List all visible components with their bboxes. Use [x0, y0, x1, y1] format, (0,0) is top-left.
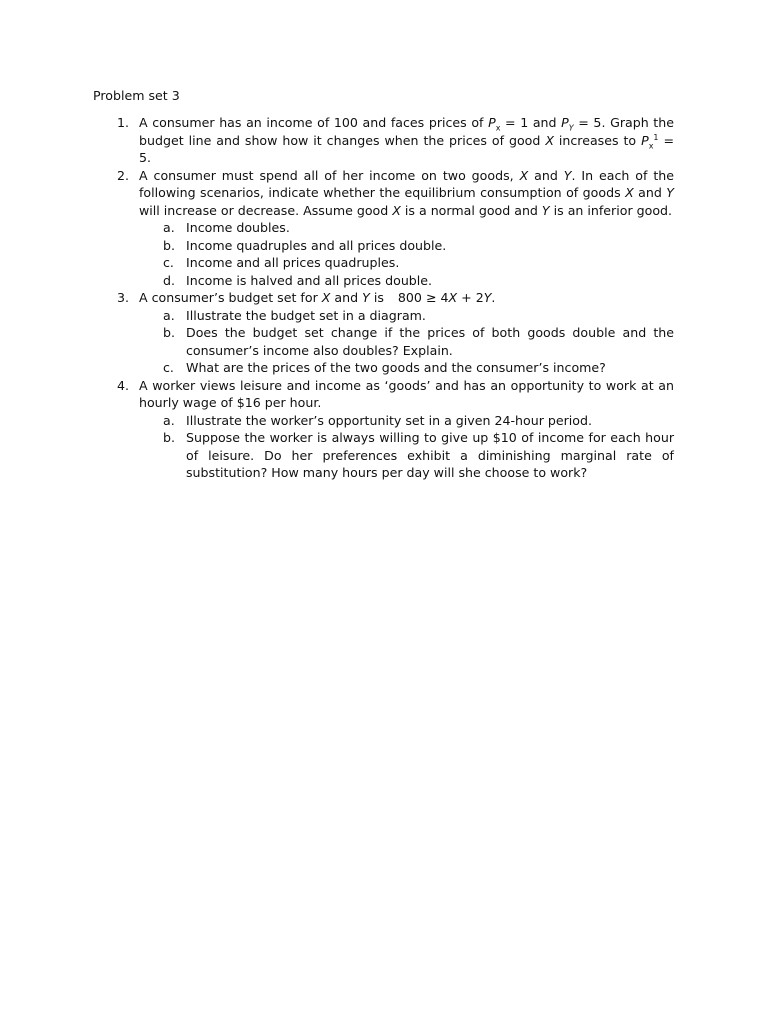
subitem-letter: d.	[163, 272, 175, 288]
subitem-3a	[93, 307, 674, 325]
subitem-text: Income doubles.	[186, 220, 290, 235]
subitem-text: Income is halved and all prices double.	[186, 272, 433, 288]
subitem-text: What are the prices of the two goods and the consumer’s income?	[186, 360, 606, 375]
subitem-text: Suppose the worker is always willing to give up $10 of income for each hour of leisure. Do her preferences exhibit a diminishing marginal rate of substitution? How many hours per day will she choose to work?	[186, 430, 674, 480]
subitem-text: Income and all prices quadruples.	[186, 255, 400, 270]
problem-text: A consumer’s budget set for X and Y is 800 ≥ 4X + 2Y.	[139, 290, 496, 305]
problem-text: A consumer must spend all of her income on two goods, X and Y. In each of the following scenarios, indicate whether the equilibrium consumption of goods X and Y will increase or decrease. Assume good X is a normal good and Y is an inferior good.	[139, 167, 675, 218]
subitem-letter: a.	[163, 307, 175, 323]
subitem-2a	[93, 219, 674, 237]
subitem-letter: c.	[163, 360, 174, 375]
subitem-letter: b.	[163, 237, 175, 253]
subitem-3c	[93, 359, 674, 377]
subitem-letter: a.	[163, 220, 175, 235]
subitem-letter: a.	[163, 412, 175, 428]
problem-number: 1.	[117, 115, 130, 130]
problem-text: A worker views leisure and income as ‘goods’ and has an opportunity to work at an hourly wage of $16 per hour.	[139, 377, 674, 410]
subitem-4b	[93, 429, 674, 482]
problem-number: 2.	[117, 167, 130, 183]
problem-3	[93, 289, 674, 307]
subitem-2d	[93, 272, 674, 290]
problem-4	[93, 377, 674, 412]
problem-number: 3.	[117, 290, 130, 305]
document-title: Problem set 3	[93, 88, 180, 103]
subitem-letter: b.	[163, 430, 175, 445]
subitem-text: Income quadruples and all prices double.	[186, 237, 447, 253]
subitem-3b	[93, 324, 674, 359]
subitem-text: Illustrate the worker’s opportunity set in a given 24-hour period.	[186, 412, 593, 428]
subitem-text: Does the budget set change if the prices of both goods double and the consumer’s income also doubles? Explain.	[186, 325, 674, 358]
problem-number: 4.	[117, 377, 130, 393]
subitem-text: Illustrate the budget set in a diagram.	[186, 307, 426, 323]
problem-1	[93, 114, 674, 167]
subitem-2c	[93, 254, 674, 272]
subitem-2b	[93, 237, 674, 255]
problem-list	[93, 114, 674, 482]
subitem-4a	[93, 412, 674, 430]
subitem-letter: b.	[163, 325, 175, 340]
subitem-letter: c.	[163, 255, 174, 270]
problem-2	[93, 167, 674, 220]
problem-text: A consumer has an income of 100 and faces prices of $P_x = 1$ and $P_Y = 5$. Graph the budget line and show how it changes when the prices of good X increases to $P_x^1 = 5$.	[139, 115, 675, 165]
